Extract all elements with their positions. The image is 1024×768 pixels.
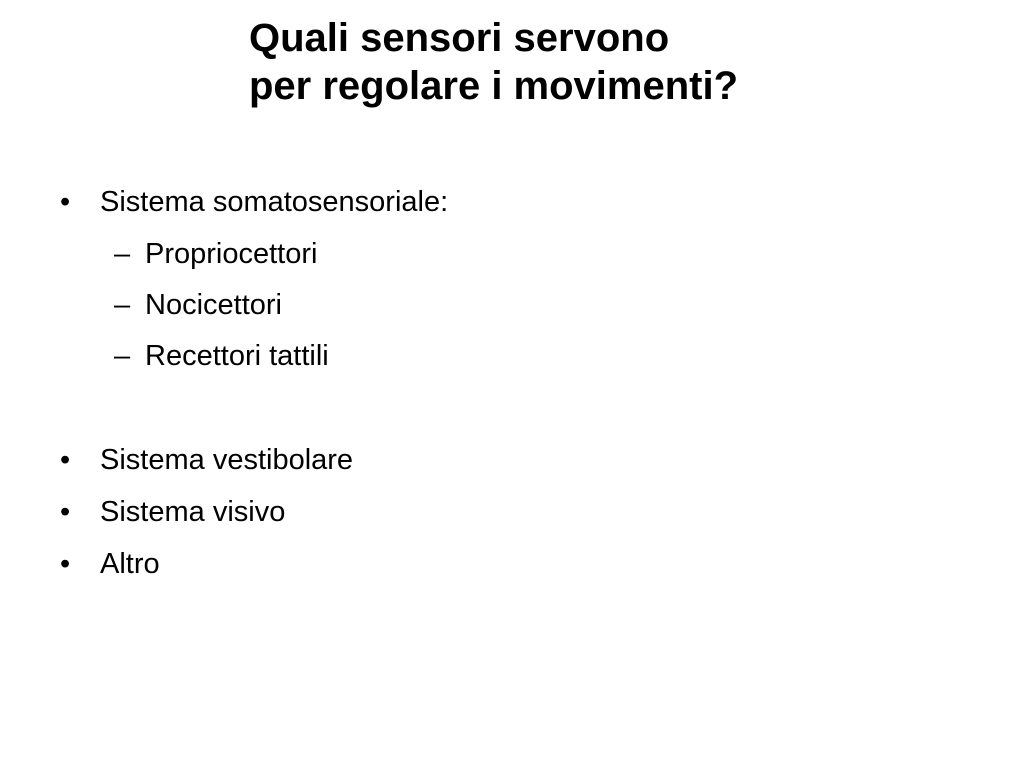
title-line-1: Quali sensori servono (249, 16, 670, 60)
bullet-label: Sistema visivo (100, 496, 286, 528)
bullet-label: Sistema vestibolare (100, 444, 354, 476)
sub-item-label: Propriocettori (145, 238, 318, 270)
bullet-marker: • (60, 186, 71, 218)
sub-item-label: Nocicettori (145, 289, 282, 321)
bullet-label: Altro (100, 548, 160, 580)
sub-marker: – (114, 238, 131, 270)
bullet-marker: • (60, 548, 71, 580)
title-line-2: per regolare i movimenti? (249, 64, 739, 108)
bullet-label: Sistema somatosensoriale: (100, 186, 449, 218)
sub-item-label: Recettori tattili (145, 340, 329, 372)
sub-marker: – (114, 289, 131, 321)
sub-marker: – (114, 340, 131, 372)
bullet-marker: • (60, 496, 71, 528)
bullet-marker: • (60, 444, 71, 476)
